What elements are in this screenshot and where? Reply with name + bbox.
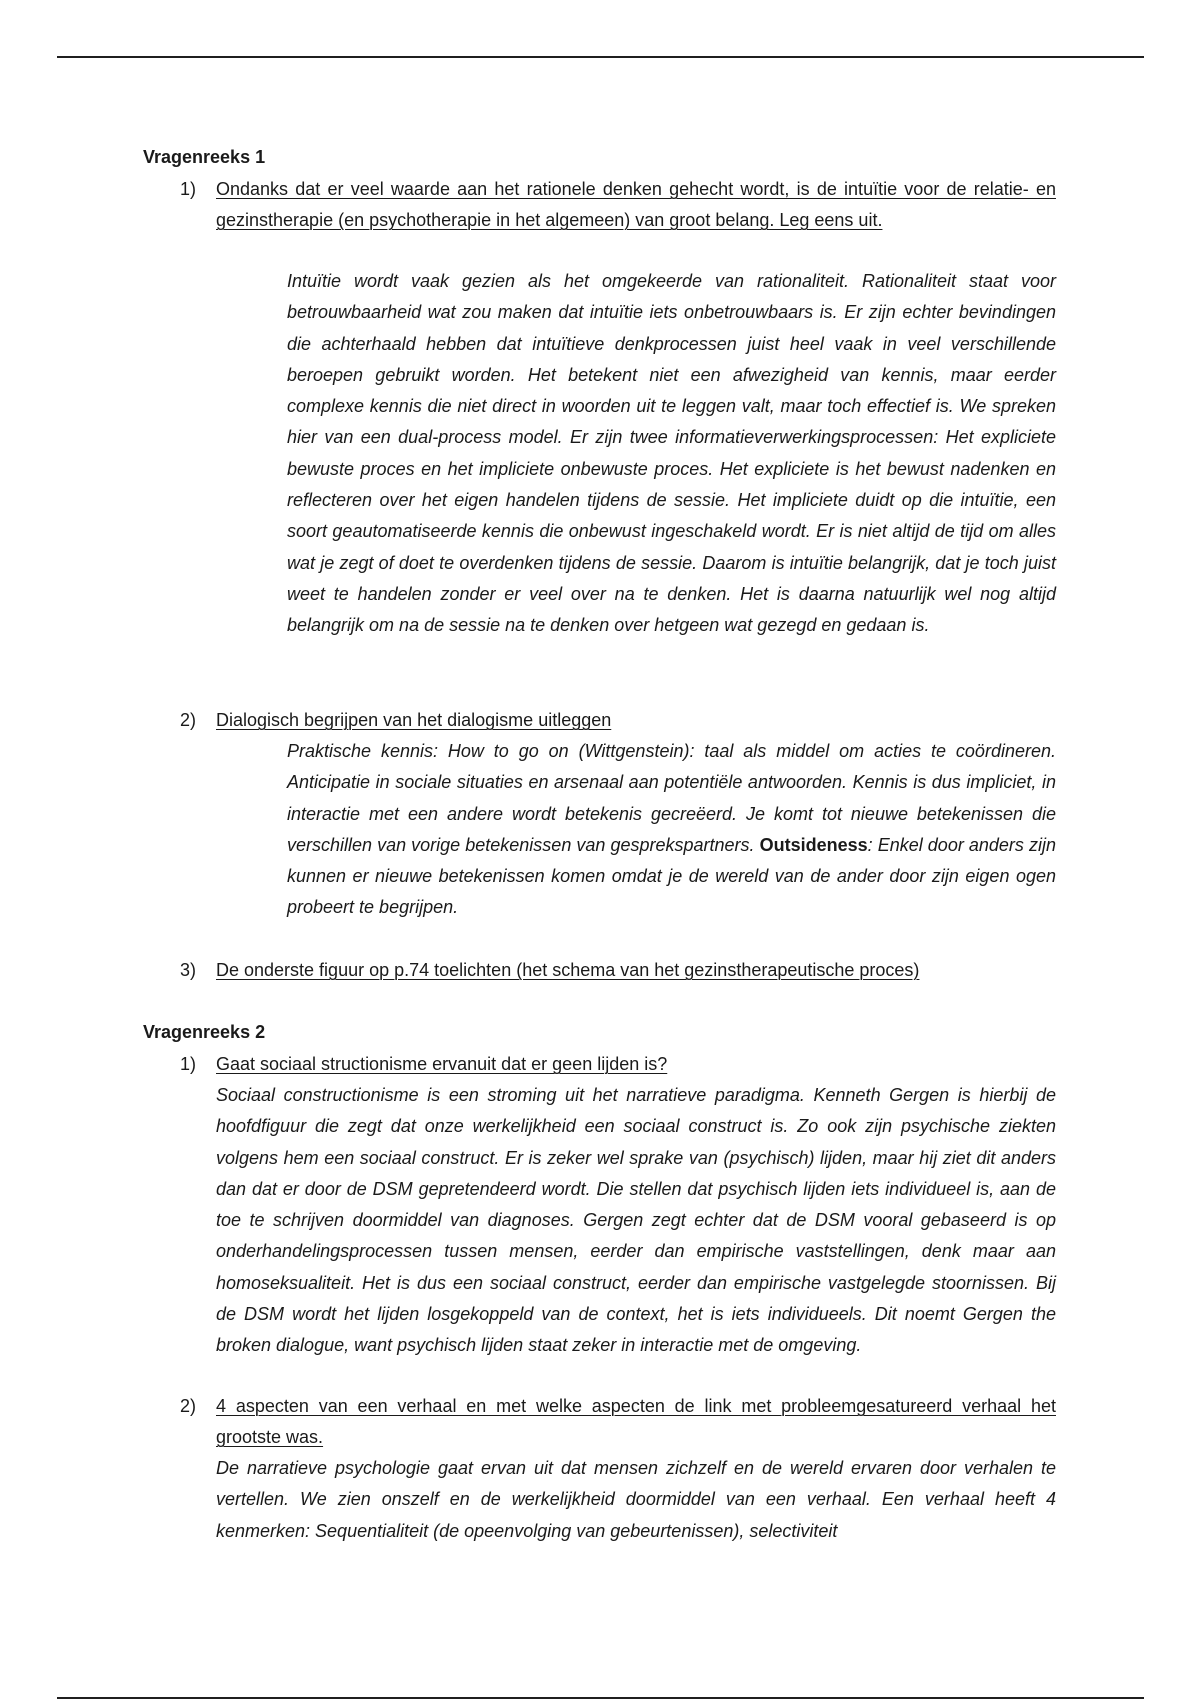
footer-rule (57, 1697, 1144, 1699)
question-text: De onderste figuur op p.74 toelichten (het schema van het gezinstherapeutische proces) (216, 960, 920, 980)
answer-term-bold: Outsideness (759, 834, 868, 855)
answer-text-part: : Enkel door anders zijn kunnen er nieuwe betekenissen komen omdat je de wereld van de ander door zijn eigen ogen probeert te begrijpen. (287, 834, 1056, 918)
answer-text: Intuïtie wordt vaak gezien als het omgekeerde van rationaliteit. Rationaliteit staat voor betrouwbaarheid wat zou maken dat intuïtie iets onbetrouwbaars is. Er zijn echter bevindingen die achterhaald hebben dat intuïtieve denkprocessen juist heel vaak in veel verschillende beroepen gebruikt worden. Het betekent niet een afwezigheid van kennis, maar eerder complexe kennis die niet direct in woorden uit te leggen valt, maar toch effectief is. We spreken hier van een dual-process model. Er zijn twee informatieverwerkingsprocessen: Het expliciete bewuste proces en het impliciete onbewuste proces. Het expliciete is het bewust nadenken en reflecteren over het eigen handelen tijdens de sessie. Het impliciete duidt op die intuïtie, een soort geautomatiseerde kennis die onbewust ingeschakeld wordt. Er is niet altijd de tijd om alles wat je zegt of doet te overdenken tijdens de sessie. Daarom is intuïtie belangrijk, dat je toch juist weet te handelen zonder er veel over na te denken. Het is daarna natuurlijk wel nog altijd belangrijk om na de sessie na te denken over hetgeen wat gezegd en gedaan is. (287, 271, 1056, 636)
question-text: Gaat sociaal structionisme ervanuit dat er geen lijden is? (216, 1054, 668, 1074)
question-text: 4 aspecten van een verhaal en met welke aspecten de link met probleemgesatureerd verhaal het grootste was. (216, 1396, 1056, 1447)
question-number: 3) (180, 960, 197, 980)
question-text: Ondanks dat er veel waarde aan het rationele denken gehecht wordt, is de intuïtie voor de relatie- en gezinstherapie (en psychotherapie in het algemeen) van groot belang. Leg eens uit. (216, 179, 1056, 230)
question-number: 2) (180, 710, 197, 730)
section-heading-2: Vragenreeks 2 (143, 1022, 266, 1042)
answer-text (287, 736, 1056, 924)
question-number: 1) (180, 179, 197, 199)
header-rule (57, 56, 1144, 58)
answer-text: Sociaal constructionisme is een stroming uit het narratieve paradigma. Kenneth Gergen is hierbij de hoofdfiguur die zegt dat onze werkelijkheid een sociaal construct is. Zo ook zijn psychische ziekten volgens hem een sociaal construct. Er is zeker wel sprake van (psychisch) lijden, maar hij ziet dit anders dan dat er door de DSM gepretendeerd wordt. Die stellen dat psychisch lijden iets individueel is, aan de toe te schrijven doormiddel van diagnoses. Gergen zegt echter dat de DSM vooral gebaseerd is op onderhandelingsprocessen tussen mensen, eerder dan empirische vaststellingen, denk maar aan homoseksualiteit. Het is dus een sociaal construct, eerder dan empirische vastgelegde stoornissen. Bij de DSM wordt het lijden losgekoppeld van de context, het is iets individueels. Dit noemt Gergen the broken dialogue, want psychisch lijden staat zeker in interactie met de omgeving. (216, 1085, 1056, 1356)
section-heading-1: Vragenreeks 1 (143, 147, 266, 167)
question-number: 2) (180, 1396, 197, 1416)
question-text: Dialogisch begrijpen van het dialogisme uitleggen (216, 710, 612, 730)
question-number: 1) (180, 1054, 197, 1074)
answer-text: De narratieve psychologie gaat ervan uit dat mensen zichzelf en de wereld ervaren door verhalen te vertellen. We zien onszelf en de werkelijkheid doormiddel van een verhaal. Een verhaal heeft 4 kenmerken: Sequentialiteit (de opeenvolging van gebeurtenissen), selectiviteit (216, 1458, 1056, 1541)
answer-text-part: Praktische kennis: How to go on (Wittgenstein): taal als middel om acties te coördineren. Anticipatie in sociale situaties en arsenaal aan potentiële antwoorden. Kennis is dus impliciet, in interactie met een andere wordt betekenis gecreëerd. Je komt tot nieuwe betekenissen die verschillen van vorige betekenissen van gesprekspartners. (287, 741, 1056, 855)
